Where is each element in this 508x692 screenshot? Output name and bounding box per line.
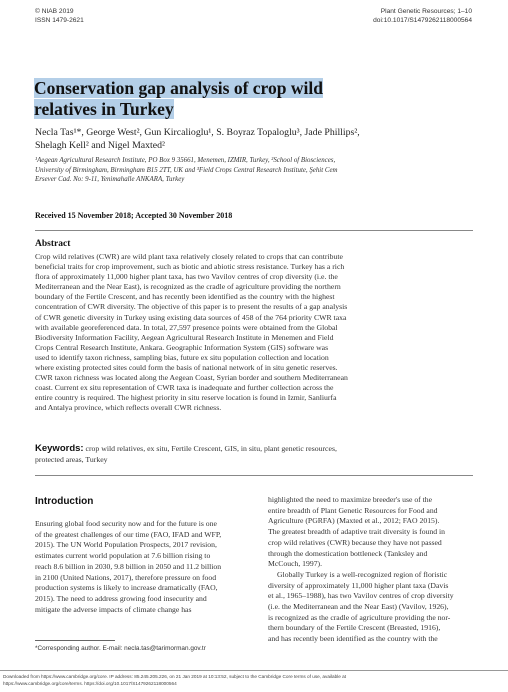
affil-line-3: Ersever Cad. No: 9-11, Yenimahalle ANKARA, Turkey bbox=[35, 176, 185, 184]
body-line: 2015). The need to address growing food insecurity and bbox=[35, 593, 207, 603]
abstract-line: concentration of CWR diversity. The objective of this paper is to present the results of a gap analysis bbox=[35, 302, 348, 312]
body-line: Globally Turkey is a well-recognized region of floristic bbox=[277, 569, 448, 579]
body-line: et al., 1965–1988), has two Vavilov centres of crop diversity bbox=[268, 591, 454, 601]
abstract-line: with available georeferenced data. In total, 27,597 presence points were obtained from the Global bbox=[35, 322, 338, 332]
body-line: mitigate the adverse impacts of climate change has bbox=[35, 604, 192, 614]
header-right bbox=[373, 8, 472, 25]
abstract-line: where existing protected sites could form the basis of national network of in situ genetic reserves. bbox=[35, 363, 338, 373]
abstract-line: beneficial traits for crop improvement, such as biotic and abiotic stress resistance. Turkey has a rich bbox=[35, 262, 345, 272]
body-line: The greatest breadth of adaptive trait diversity is found in bbox=[268, 527, 445, 537]
body-line: through the domestication bottleneck (Tanksley and bbox=[268, 548, 428, 558]
body-line: reach 8.6 billion in 2030, 9.8 billion in 2050 and 11.2 billion bbox=[35, 561, 222, 571]
footer-line-1: Downloaded from https://www.cambridge.org/core. IP address: 85.245.205.226, on 21 Jan 2019 at 10:13:52, subject to the Cambridge Core terms of use, available at bbox=[3, 674, 347, 679]
body-line: estimates current world population at 7.6 billion rising to bbox=[35, 551, 211, 561]
body-line: (i.e. the Mediterranean and the Near East) (Vavilov, 1926), bbox=[268, 602, 449, 612]
download-footer[interactable] bbox=[3, 673, 346, 687]
abstract-line: Crops Central Research Institute, Ankara. Geographic Information System (GIS) software was bbox=[35, 342, 329, 352]
footer-line-2: https://www.cambridge.org/core/terms. https://doi.org/10.1017/S1479262118000564 bbox=[3, 681, 177, 686]
footer-divider bbox=[0, 670, 508, 671]
abstract-line: and Antalya province, which reflects overall CWR richness. bbox=[35, 403, 222, 413]
authors-line-1: Necla Tas¹*, George West², Gun Kircalioglu¹, S. Boyraz Topaloglu³, Jade Phillips², bbox=[35, 127, 360, 138]
abstract-line: Mediterranean and the Near East), is recognized as the cradle of agriculture providing the northern bbox=[35, 282, 341, 292]
header-left bbox=[35, 8, 84, 25]
intro-heading: Introduction bbox=[35, 496, 94, 507]
abstract-line: of CWR genetic diversity in Turkey using existing data sources of 458 of the 764 priority CWR taxa bbox=[35, 312, 347, 322]
abstract-heading: Abstract bbox=[35, 239, 71, 249]
issn: ISSN 1479-2621 bbox=[35, 16, 84, 24]
body-line: entire breadth of Plant Genetic Resources for Food and bbox=[268, 505, 438, 515]
received-date: Received 15 November 2018; Accepted 30 November 2018 bbox=[35, 211, 233, 220]
body-line: crop wild relatives (CWR) because they have not passed bbox=[268, 537, 442, 547]
body-line: production systems is likely to increase dramatically (FAO, bbox=[35, 583, 218, 593]
abstract-line: entire country is required. The highest priority in situ reserve location is found in Izmir, Sanliurfa bbox=[35, 393, 337, 403]
abstract-line: used to identify taxon richness, sampling bias, future ex situ population collection and location bbox=[35, 352, 329, 362]
body-line: diversity of approximately 11,000 higher plant taxa (Davis bbox=[268, 580, 449, 590]
divider-bottom bbox=[35, 475, 473, 476]
abstract-line: coast. Current ex situ representation of CWR taxa is inadequate and further collection across the bbox=[35, 383, 334, 393]
keywords-line-1: crop wild relatives, ex situ, Fertile Crescent, GIS, in situ, plant genetic resources, bbox=[85, 444, 337, 453]
keywords-line-2: protected areas, Turkey bbox=[35, 455, 108, 464]
footnote[interactable]: *Corresponding author. E-mail: necla.tas@tarimorman.gov.tr bbox=[35, 645, 206, 652]
paper-title[interactable] bbox=[34, 78, 323, 120]
authors-line-2: Shelagh Kell² and Nigel Maxted² bbox=[35, 139, 165, 151]
abstract-line: Biodiversity Information Facility, Aegean Agricultural Research Institute in Menemen and Field bbox=[35, 332, 334, 342]
body-line: McCouch, 1997). bbox=[268, 559, 323, 569]
affil-line-2: University of Birmingham, Birmingham B15 2TT, UK and ³Field Crops Central Research Institute, Şehit Cem bbox=[35, 166, 338, 174]
affil-line-1: ¹Aegean Agricultural Research Institute, PO Box 9 35661, Menemen, IZMIR, Turkey, ²School of Biosciences, bbox=[35, 157, 336, 164]
copyright: © NIAB 2019 bbox=[35, 8, 74, 15]
journal-name: Plant Genetic Resources; 1–10 bbox=[380, 8, 472, 15]
body-line: is recognized as the cradle of agriculture providing the nor- bbox=[268, 612, 451, 622]
abstract-line: CWR taxon richness was located along the Aegean Coast, Syrian border and southern Mediterranean bbox=[35, 373, 348, 383]
authors bbox=[35, 127, 475, 152]
abstract-line: Crop wild relatives (CWR) are wild plant taxa relatively closely related to crops that can contribute bbox=[35, 252, 343, 261]
title-line-1: Conservation gap analysis of crop wild bbox=[34, 78, 323, 98]
abstract-line: flora of approximately 11,000 higher plant taxa, has two Vavilov centres of crop diversity (i.e. the bbox=[35, 272, 338, 282]
body-line: Ensuring global food security now and for the future is one bbox=[35, 519, 217, 528]
abstract-line: boundary of the Fertile Crescent, and has recently been identified as the country with the highest bbox=[35, 292, 335, 302]
keywords-label: Keywords: bbox=[35, 443, 84, 454]
body-line: and has recently been identified as the country with the bbox=[268, 634, 438, 644]
body-line: 2015). The UN World Population Prospects, 2017 revision, bbox=[35, 540, 217, 550]
affiliations bbox=[35, 156, 480, 185]
keywords bbox=[35, 443, 475, 465]
divider-top bbox=[35, 230, 473, 231]
footnote-rule bbox=[35, 640, 115, 641]
right-column bbox=[268, 495, 475, 645]
body-line: of the greatest challenges of our time (FAO, IFAD and WFP, bbox=[35, 529, 222, 539]
title-line-2: relatives in Turkey bbox=[34, 99, 174, 119]
body-line: thern boundary of the Fertile Crescent (Breasted, 1916), bbox=[268, 623, 441, 633]
doi: doi:10.1017/S1479262118000564 bbox=[373, 16, 472, 24]
left-column bbox=[35, 519, 242, 615]
body-line: highlighted the need to maximize breeder's use of the bbox=[268, 495, 433, 504]
body-line: in 2100 (United Nations, 2017), therefore pressure on food bbox=[35, 572, 217, 582]
abstract-body bbox=[35, 252, 475, 414]
body-line: Agriculture (PGRFA) (Maxted et al., 2012; FAO 2015). bbox=[268, 516, 440, 526]
